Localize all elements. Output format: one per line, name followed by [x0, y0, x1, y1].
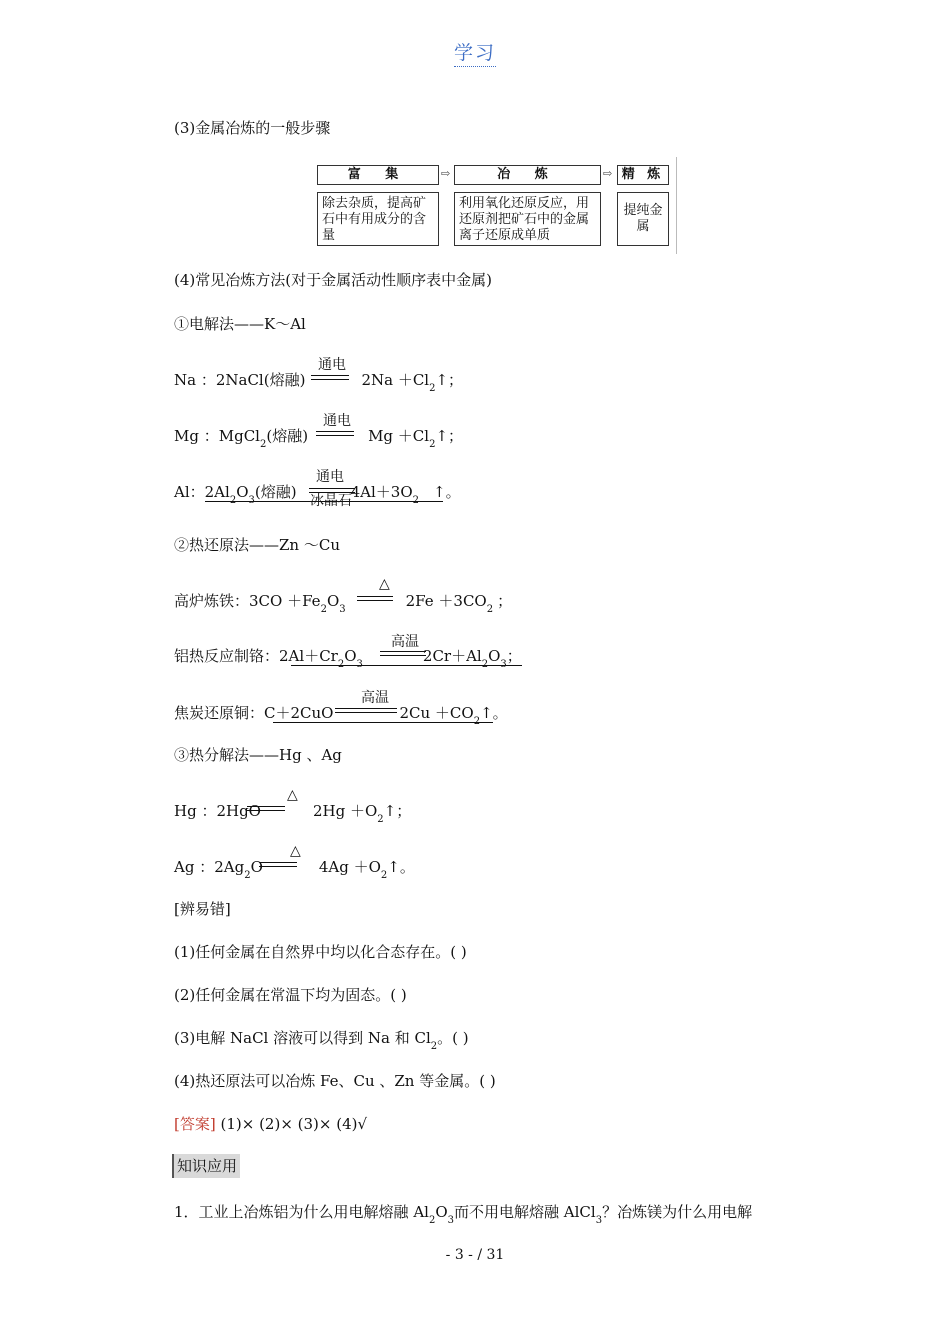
- section-3-title: (3)金属冶炼的一般步骤: [174, 119, 331, 137]
- equals-sign: [316, 431, 354, 436]
- question-1: 1．工业上冶炼铝为什么用电解熔融 $Al_2O_3$而不用电解熔融 AlCl$_3$？冶炼镁为什么用电解: [174, 1203, 753, 1226]
- equation-coke: 焦炭还原铜：C＋2CuO $2Cu +CO_2↑$。: [174, 704, 508, 727]
- quiz-title: [辨易错]: [174, 900, 231, 918]
- equation-al: Al：$2Al_2O_3$(熔融) $4Al+3O_2$ ↑。: [174, 483, 461, 506]
- quiz-item-3: (3)电解 NaCl 溶液可以得到 Na 和 $Cl_2$。( ): [174, 1029, 469, 1052]
- flow-step-3-title: 精 炼: [617, 165, 669, 185]
- equation-mg: Mg ：MgCl$_2$(熔融) $Mg +Cl_2↑$；: [174, 427, 464, 450]
- page-header: [0, 38, 950, 65]
- equation-hg: Hg ：2HgO $2Hg +O_2↑$；: [174, 802, 412, 825]
- arrow-right-icon: ⇨: [603, 167, 613, 180]
- equation-ag: Ag ：$2Ag_2O$ $4Ag +O_2↑$。: [174, 858, 415, 881]
- condition-text: 高温: [391, 634, 419, 650]
- answer-line: [174, 1114, 367, 1134]
- condition-text: 通电: [318, 357, 346, 373]
- page-number: - 3 - / 31: [445, 1247, 505, 1263]
- answer-text: (1)× (2)× (3)× (4)√: [215, 1115, 368, 1133]
- underline: [291, 665, 522, 666]
- section-4-title: (4)常见冶炼方法(对于金属活动性顺序表中金属): [174, 271, 492, 289]
- flow-step-1-body: 除去杂质，提高矿石中有用成分的含量: [317, 192, 439, 246]
- equals-sign: [259, 862, 297, 867]
- answer-label: [答案]: [174, 1115, 216, 1133]
- equals-sign: [247, 806, 285, 811]
- flow-step-1-title: 富 集: [317, 165, 439, 185]
- condition-text: △: [379, 576, 390, 592]
- arrow-right-icon: ⇨: [441, 167, 451, 180]
- quiz-item-1: (1)任何金属在自然界中均以化合态存在。( ): [174, 943, 467, 961]
- equals-sign: [335, 708, 397, 713]
- knowledge-application-tag: 知识应用: [172, 1154, 240, 1178]
- equation-na: Na ：2NaCl(熔融) $2Na +Cl_2↑$；: [174, 371, 464, 394]
- condition-text: 冰晶石: [310, 493, 352, 509]
- header-title: 学习: [454, 42, 496, 67]
- equation-thermite: 铝热反应制铬：$2Al+Cr_2O_3$ $2Cr+Al_2O_3$；: [174, 647, 522, 670]
- equals-sign: [357, 596, 393, 601]
- equation-furnace: 高炉炼铁：$3CO +Fe_2O_3$ $2Fe +3CO_2$ ；: [174, 592, 513, 615]
- condition-text: △: [287, 787, 298, 803]
- thermal-reduction-title: ②热还原法——Zn ～Cu: [174, 536, 340, 554]
- flow-step-3-body: 提纯金属: [617, 192, 669, 246]
- flow-step-2-body: 利用氧化还原反应，用还原剂把矿石中的金属离子还原成单质: [454, 192, 601, 246]
- equals-sign: [311, 375, 349, 380]
- decomposition-title: ③热分解法——Hg 、Ag: [174, 746, 342, 764]
- condition-text: △: [290, 843, 301, 859]
- quiz-item-4: (4)热还原法可以冶炼 Fe、Cu 、Zn 等金属。( ): [174, 1072, 496, 1090]
- flow-step-2-title: 冶 炼: [454, 165, 601, 185]
- equals-sign: [380, 651, 426, 656]
- quiz-item-2: (2)任何金属在常温下均为固态。( ): [174, 986, 407, 1004]
- underline: [273, 722, 493, 723]
- flow-diagram: [313, 157, 677, 254]
- condition-text: 通电: [316, 469, 344, 485]
- underline: [205, 501, 443, 502]
- condition-text: 高温: [361, 690, 389, 706]
- condition-text: 通电: [323, 413, 351, 429]
- electrolysis-title: ①电解法——K～Al: [174, 315, 306, 333]
